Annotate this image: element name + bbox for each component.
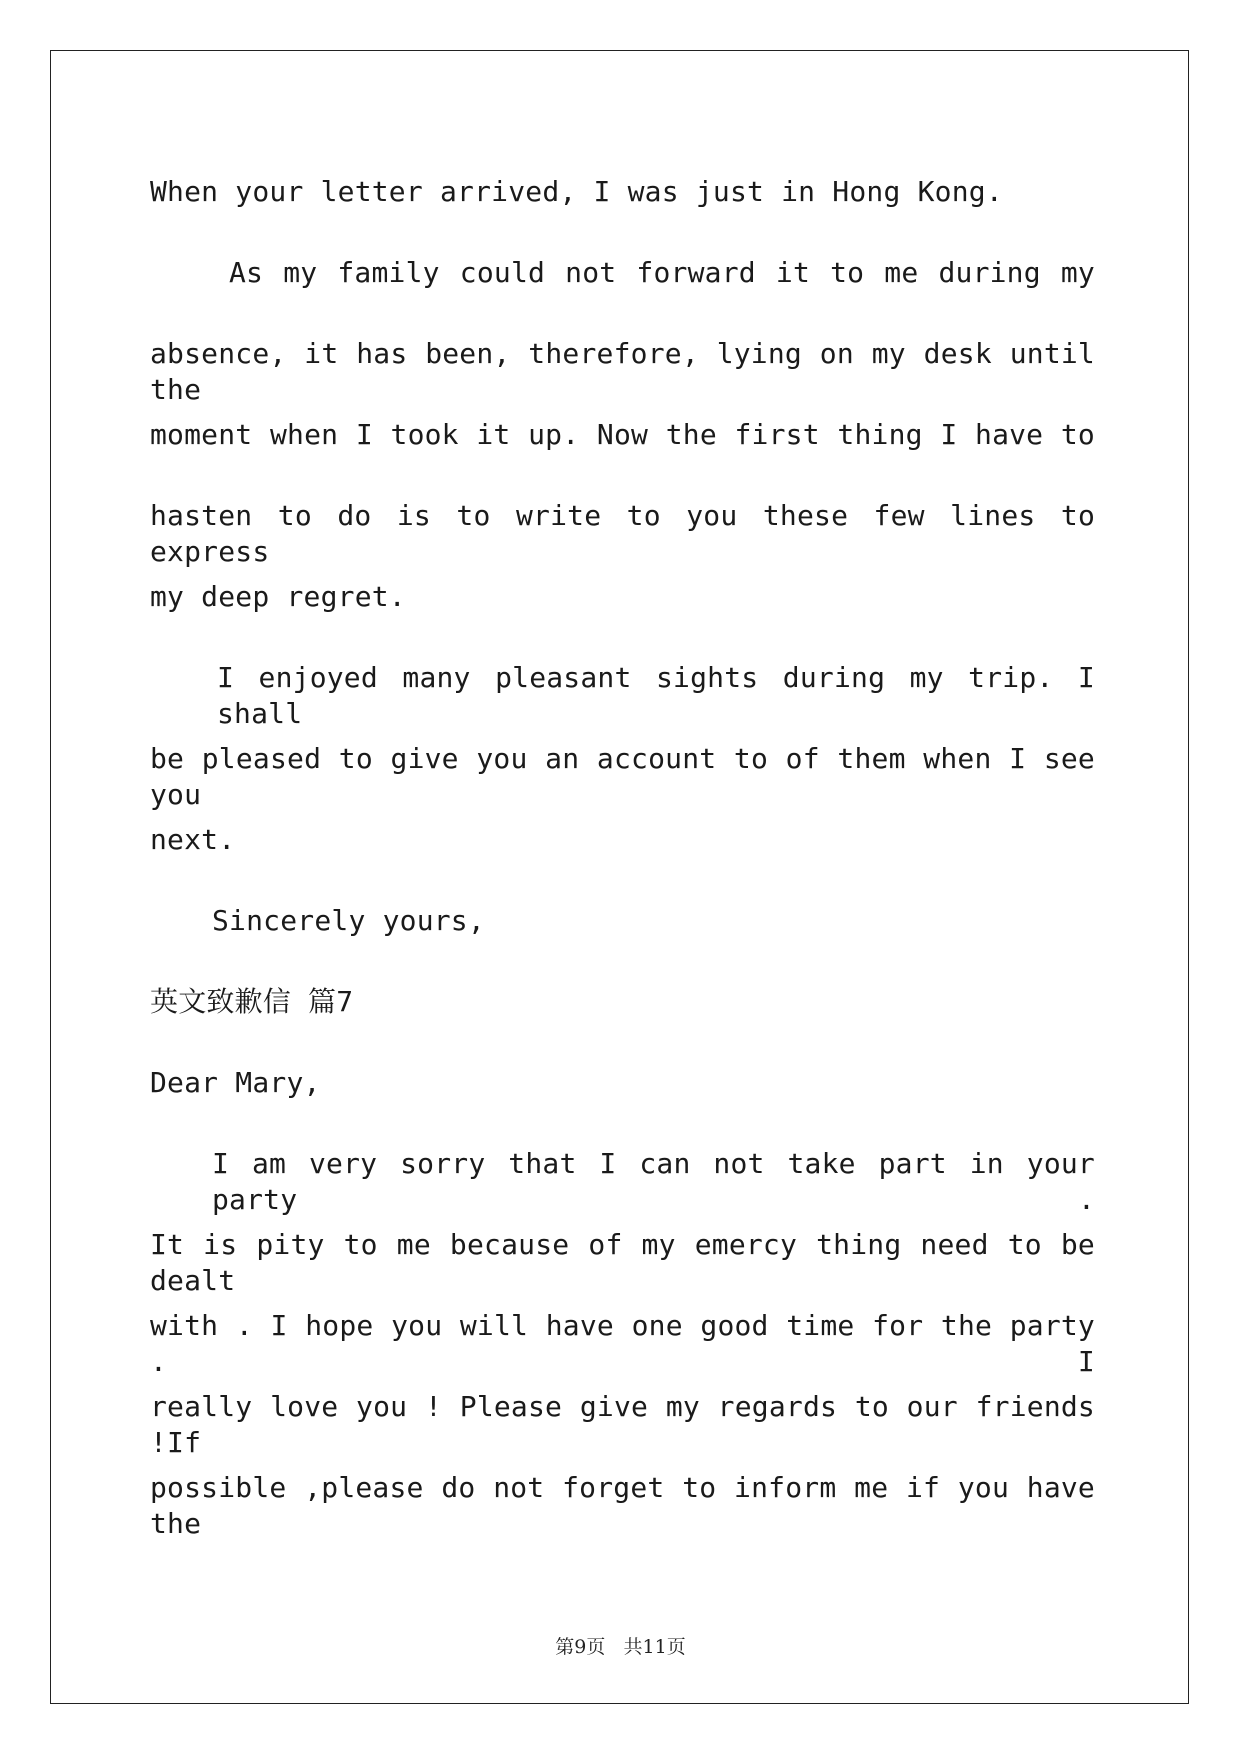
text-line: moment when I took it up. Now the first thing I have to	[150, 418, 1095, 451]
text-line: possible ,please do not forget to inform me if you have the	[150, 1471, 1095, 1540]
text-line: really love you ! Please give my regards to our friends !If	[150, 1390, 1095, 1459]
text-line: be pleased to give you an account to of them when I see you	[150, 742, 1095, 811]
closing-line: Sincerely yours,	[212, 904, 485, 937]
text-line: I am very sorry that I can not take part in your party .	[212, 1147, 1095, 1216]
page-footer	[0, 1632, 1241, 1659]
page-total: 共11页	[623, 1636, 686, 1658]
salutation: Dear Mary,	[150, 1066, 321, 1099]
page-number: 第9页	[555, 1636, 606, 1658]
text-line: As my family could not forward it to me during my	[229, 256, 1095, 289]
text-line: It is pity to me because of my emercy thing need to be dealt	[150, 1228, 1095, 1297]
text-line: hasten to do is to write to you these few lines to express	[150, 499, 1095, 568]
text-line: I enjoyed many pleasant sights during my trip. I shall	[217, 661, 1095, 730]
text-line: my deep regret.	[150, 580, 406, 613]
text-line: next.	[150, 823, 236, 856]
text-line: with . I hope you will have one good time for the party . I	[150, 1309, 1095, 1378]
text-line: absence, it has been, therefore, lying on my desk until the	[150, 337, 1095, 406]
page-border	[50, 50, 1189, 1704]
section-heading: 英文致歉信 篇7	[150, 985, 354, 1018]
text-line: When your letter arrived, I was just in Hong Kong.	[150, 175, 1003, 208]
